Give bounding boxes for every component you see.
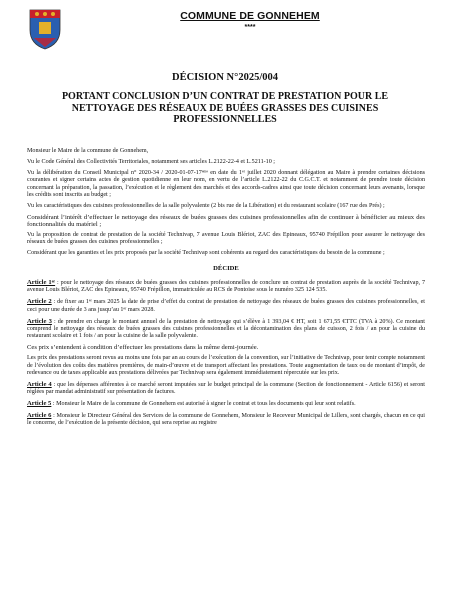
preamble-paragraph: Vu le Code Général des Collectivités Territoriales, notamment ses articles L.2122-22-4 et L.5211-10 ; [27, 158, 275, 165]
document-body [27, 148, 425, 431]
article-label: Article 1ᵉʳ [27, 279, 56, 287]
preamble-paragraph: Vu les caractéristiques des cuisines professionnelles de la salle polyvalente (2 bis rue de la Libération) et du restaurant scolaire (167 rue des Prés) ; [27, 202, 385, 209]
article-text: : pour le nettoyage des réseaux de buées grasses des cuisines professionnelles de conclure un contrat de prestation auprès de la société Technivap, 7 avenue Louis Blériot, ZAC des Epineaux, 95740 Frépillon, immatriculée au RCS de Pontoise sous le numéro 325 124 535. [27, 280, 425, 294]
article-paragraph [27, 344, 425, 351]
article-text: : que les dépenses afférentes à ce marché seront imputées sur le budget principal de la commune (Section de fonctionnement - Article 6156) et seront réglées par mandat administratif sur présentation de factures. [27, 381, 425, 396]
article-paragraph [27, 279, 425, 295]
article-text: Les prix des prestations seront revus au moins une fois par an au cours de l’exécution de la convention, sur l’initiative de Technivap, pour tenir compte notamment de l’évolution des coûts des matières premières, de main-d’œuvre et de transport affectant les prestations. Toute augmentation de taux ou de montant d’impôt, de redevance ou de taxes applicable aux prestations délivrées par Technivap sera également immédiatement répercutée sur les prix. [27, 355, 425, 376]
article-label: Article 2 [27, 298, 52, 306]
commune-title: COMMUNE DE GONNEHEM [180, 10, 320, 22]
preamble-paragraph: Considérant l’intérêt d’effectuer le nettoyage des réseaux de buées grasses des cuisines professionnelles afin de continuer à bénéficier au mieux des fonctionnalités du matériel ; [27, 213, 425, 229]
article-label: Article 5 [27, 400, 52, 408]
coat-of-arms-icon [28, 8, 62, 50]
preamble-paragraph: Vu la délibération du Conseil Municipal n° 2020-34 / 2020-01-07-17ᵉᵐᵉ en date du 1ᵉʳ juillet 2020 donnant délégation au Maire à prendre certaines décisions courantes et signer certains actes de gestion quotidienne en leur nom, en vertu de l’article L.2122-22 du C.G.C.T. et notamment de prendre toute décision concernant la préparation, la passation, l’exécution et le règlement des marchés et des accords-cadres ainsi que toute décision concernant leurs avenants, lorsque les crédits sont inscrits au budget ; [27, 169, 425, 198]
article-label: Article 6 [27, 412, 52, 419]
article-paragraph [27, 400, 425, 408]
preamble-paragraph: Considérant que les garanties et les prix proposés par la société Technivap sont cohérents au regard des caractéristiques du besoin de la commune ; [27, 250, 385, 257]
article-label: Article 4 [27, 380, 52, 388]
article-text: : de fixer au 1ᵉʳ mars 2025 la date de prise d’effet du contrat de prestation de nettoyage des réseaux de buées grasses des cuisines professionnelles, et ceci pour une durée de 3 ans jusqu’au 1ᵉʳ mars 2028. [27, 299, 425, 313]
preamble-paragraph: Monsieur le Maire de la commune de Gonnehem, [27, 148, 149, 154]
article-paragraph [27, 381, 425, 397]
article-paragraph [27, 355, 425, 377]
decision-subject: PORTANT CONCLUSION D’UN CONTRAT DE PRESTATION POUR LE NETTOYAGE DES RÉSEAUX DE BUÉES GRASSES DES CUISINES PROFESSIONNELLES [61, 91, 389, 125]
title-stars: **** [244, 24, 256, 31]
preamble-paragraph: Vu la proposition de contrat de prestation de la société Technivap, 7 avenue Louis Blériot, ZAC des Epineaux, 95740 Frépillon pour assurer le nettoyage des réseaux de buées grasses des cuisines professionnelles ; [27, 232, 425, 246]
article-text: : Monsieur le Maire de la commune de Gonnehem est autorisé à signer le contrat et tous les documents qui leur sont relatifs. [51, 401, 356, 408]
article-text: : Monsieur le Directeur Général des Services de la commune de Gonnehem, Monsieur le Receveur Municipal de Lillers, sont chargés, chacun en ce qui le concerne, de l’exécution de la présente décision, qui sera reprise au registre [27, 413, 425, 427]
article-paragraph [27, 318, 425, 341]
article-text: : de prendre en charge le montant annuel de la prestation de nettoyage qui s’élève à 1 393,04 € HT, soit 1 671,55 €TTC (TVA à 20%). Ce montant comprend le nettoyage des réseaux de buées grasses des cuisines professionnelles et la décontamination des plans de cuisson, 2 fois / an pour la cuisine du restaurant scolaire et 1 fois / an pour la cuisine de la salle polyvalente. [27, 318, 425, 340]
article-paragraph [27, 412, 425, 428]
decide-heading: DÉCIDE [213, 264, 239, 272]
article-paragraph [27, 298, 425, 314]
article-text: Ces prix s’entendent à condition d’effectuer les prestations dans la même demi-journée. [27, 344, 259, 352]
decision-number: DÉCISION N°2025/004 [171, 72, 278, 83]
article-label: Article 3 [27, 317, 52, 325]
